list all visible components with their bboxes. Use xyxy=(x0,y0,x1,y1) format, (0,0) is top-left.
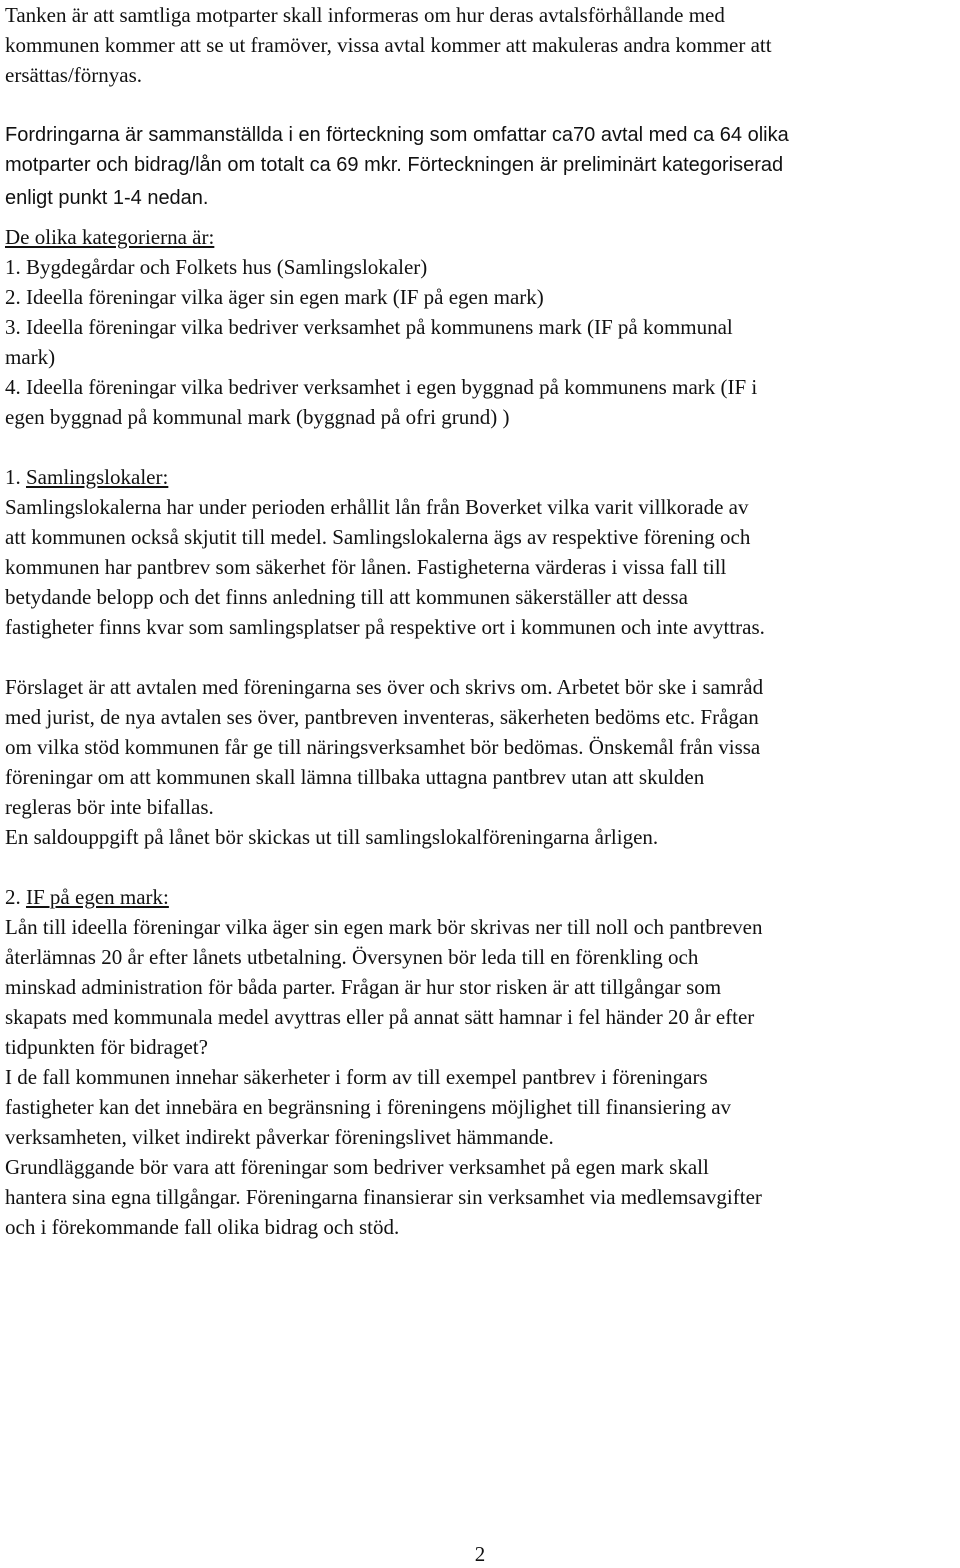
text-line: kommunen kommer att se ut framöver, vissa avtal kommer att makuleras andra kommer att xyxy=(5,33,772,57)
paragraph-gap xyxy=(5,852,955,882)
text-line: Samlingslokalerna har under perioden erhållit lån från Boverket vilka varit villkorade av xyxy=(5,495,749,519)
text-line: ersättas/förnyas. xyxy=(5,63,143,87)
section-1-heading xyxy=(5,462,955,492)
text-line: verksamheten, vilket indirekt påverkar föreningslivet hämmande. xyxy=(5,1125,554,1149)
text-line: kommunen har pantbrev som säkerhet för lånen. Fastigheterna värderas i vissa fall till xyxy=(5,555,727,579)
text-line: med jurist, de nya avtalen ses över, pantbreven inventeras, säkerheten bedöms etc. Frågan xyxy=(5,705,759,729)
section-title: Samlingslokaler: xyxy=(26,465,169,489)
section-2-heading xyxy=(5,882,955,912)
text-line: att kommunen också skjutit till medel. Samlingslokalerna ägs av respektive förening och xyxy=(5,525,751,549)
text-line: fastigheter finns kvar som samlingsplatser på respektive ort i kommunen och inte avyttras. xyxy=(5,615,765,639)
paragraph-gap xyxy=(5,90,955,120)
text-line: Grundläggande bör vara att föreningar som bedriver verksamhet på egen mark skall xyxy=(5,1155,709,1179)
section-number: 2. xyxy=(5,885,21,909)
text-line: återlämnas 20 år efter lånets utbetalning. Översynen bör leda till en förenkling och xyxy=(5,945,699,969)
section-1 xyxy=(5,462,955,852)
section-2 xyxy=(5,882,955,1242)
text-line: betydande belopp och det finns anledning till att kommunen säkerställer att dessa xyxy=(5,585,688,609)
text-line: enligt punkt 1-4 nedan. xyxy=(5,187,209,209)
paragraph-gap xyxy=(5,642,955,672)
section-title: IF på egen mark: xyxy=(26,885,169,909)
document-page xyxy=(5,0,955,1242)
text-line: Förslaget är att avtalen med föreningarna ses över och skrivs om. Arbetet bör ske i samråd xyxy=(5,675,764,699)
section-number: 1. xyxy=(5,465,21,489)
text-line: Fordringarna är sammanställda i en förteckning som omfattar ca70 avtal med ca 64 olika xyxy=(5,124,789,146)
text-line: föreningar om att kommunen skall lämna tillbaka uttagna pantbrev utan att skulden xyxy=(5,765,705,789)
category-item: mark) xyxy=(5,345,56,369)
category-item: 2. Ideella föreningar vilka äger sin egen mark (IF på egen mark) xyxy=(5,285,544,309)
text-line: och i förekommande fall olika bidrag och stöd. xyxy=(5,1215,400,1239)
categories-section xyxy=(5,222,955,432)
text-line: En saldouppgift på lånet bör skickas ut till samlingslokalföreningarna årligen. xyxy=(5,825,659,849)
intro-paragraph-2 xyxy=(5,120,955,216)
text-line: fastigheter kan det innebära en begränsning i föreningens möjlighet till finansiering av xyxy=(5,1095,732,1119)
category-item: egen byggnad på kommunal mark (byggnad på ofri grund) ) xyxy=(5,405,510,429)
text-line: minskad administration för båda parter. Frågan är hur stor risken är att tillgångar som xyxy=(5,975,722,999)
category-item: 4. Ideella föreningar vilka bedriver verksamhet i egen byggnad på kommunens mark (IF i xyxy=(5,375,758,399)
category-item: 3. Ideella föreningar vilka bedriver verksamhet på kommunens mark (IF på kommunal xyxy=(5,315,733,339)
text-line: motparter och bidrag/lån om totalt ca 69 mkr. Förteckningen är preliminärt kategoriserad xyxy=(5,154,784,176)
category-item: 1. Bygdegårdar och Folkets hus (Samlingslokaler) xyxy=(5,255,428,279)
text-line: I de fall kommunen innehar säkerheter i form av till exempel pantbrev i föreningars xyxy=(5,1065,708,1089)
text-line: regleras bör inte bifallas. xyxy=(5,795,214,819)
text-line: tidpunkten för bidraget? xyxy=(5,1035,208,1059)
page-number: 2 xyxy=(474,1542,486,1566)
text-line: hantera sina egna tillgångar. Föreningarna finansierar sin verksamhet via medlemsavgifter xyxy=(5,1185,762,1209)
categories-heading: De olika kategorierna är: xyxy=(5,225,215,249)
intro-paragraph-1 xyxy=(5,0,955,90)
text-line: Tanken är att samtliga motparter skall informeras om hur deras avtalsförhållande med xyxy=(5,3,725,27)
text-line: Lån till ideella föreningar vilka äger sin egen mark bör skrivas ner till noll och pantbreven xyxy=(5,915,763,939)
paragraph-gap xyxy=(5,432,955,462)
text-line: om vilka stöd kommunen får ge till näringsverksamhet bör bedömas. Önskemål från vissa xyxy=(5,735,761,759)
text-line: skapats med kommunala medel avyttras eller på annat sätt hamnar i fel händer 20 år efter xyxy=(5,1005,755,1029)
